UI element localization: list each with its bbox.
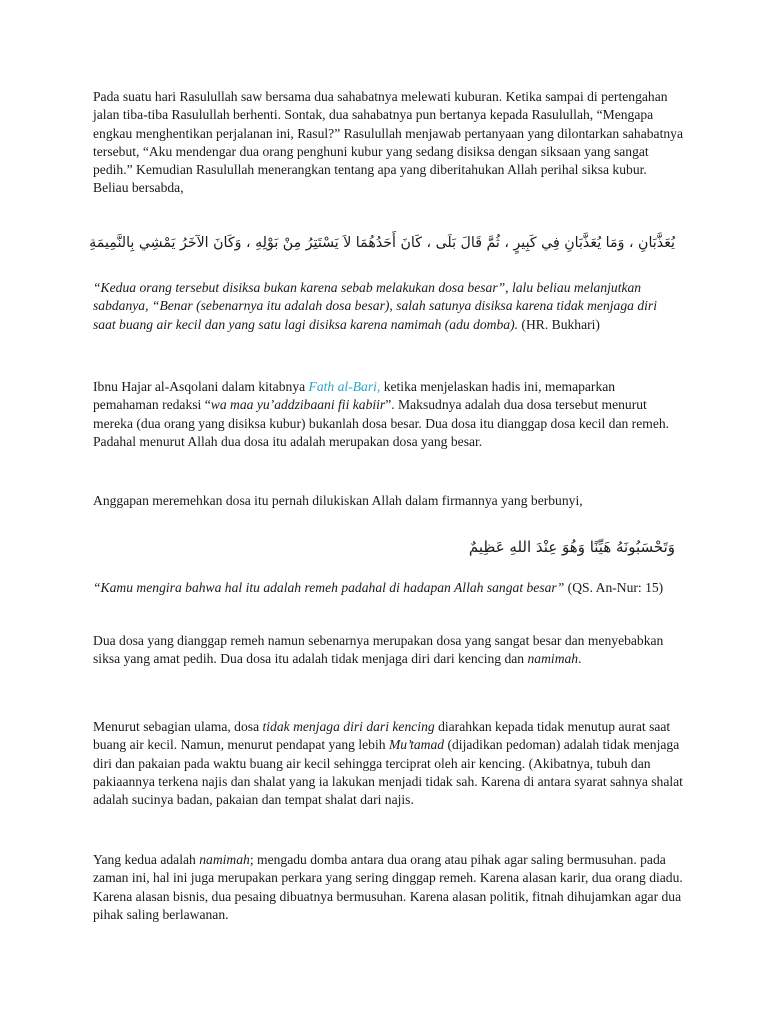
- paragraph-namimah: [93, 851, 683, 924]
- paragraph-ulama: [93, 718, 683, 809]
- verse-source: (QS. An-Nur: 15): [564, 580, 664, 595]
- p2-before-link: Ibnu Hajar al-Asqolani dalam kitabnya: [93, 379, 309, 394]
- p6-start: Yang kedua adalah: [93, 852, 200, 867]
- verse-translation: [93, 579, 683, 597]
- arabic-hadith: يُعَذَّبَانِ ، وَمَا يُعَذَّبَانِ فِي كَبِيرٍ ، ثُمَّ قَالَ بَلَى ، كَانَ أَحَدُهُمَا لاَ يَسْتَتِرُ مِنْ بَوْلِهِ ، وَكَانَ الآخَرُ يَمْشِي بِالنَّمِيمَةِ: [89, 235, 675, 251]
- p4-end: .: [578, 651, 582, 667]
- p2-italic-phrase: wa maa yu’addzibaani fii kabiir: [210, 397, 386, 413]
- p5-italic-kencing: tidak menjaga diri dari kencing: [262, 719, 435, 734]
- p4-text: Dua dosa yang dianggap remeh namun sebenarnya merupakan dosa yang sangat besar dan menyebabkan siksa yang amat pedih. Dua dosa itu adalah tidak menjaga diri dari kencing dan: [93, 633, 664, 667]
- p6-italic-namimah: namimah: [199, 852, 250, 867]
- paragraph-story: Pada suatu hari Rasulullah saw bersama dua sahabatnya melewati kuburan. Ketika sampai di pertengahan jalan tiba-tiba Rasulullah berhenti. Sontak, dua sahabatnya pun bertanya kepada Rasulullah, “Mengapa engkau menghentikan perjalanan ini, Rasul?” Rasulullah menjawab pertanyaan yang dilontarkan sahabatnya tersebut, “Aku mendengar dua orang penghuni kubur yang sedang disiksa dengan siksaan yang sangat pedih.” Kemudian Rasulullah menerangkan tentang apa yang diberitahukan Allah perihal siksa kubur. Beliau bersabda,: [93, 89, 683, 196]
- paragraph-anggapan: Anggapan meremehkan dosa itu pernah dilukiskan Allah dalam firmannya yang berbunyi,: [93, 493, 583, 508]
- arabic-verse: وَتَحْسَبُونَهُ هَيِّنًا وَهُوَ عِنْدَ اللهِ عَظِيمٌ: [468, 538, 675, 556]
- hadith-source: (HR. Bukhari): [518, 316, 600, 332]
- p2-middle: ketika menjelaskan hadis ini, memaparkan pemahaman redaksi “: [93, 379, 616, 413]
- p5-start: Menurut sebagian ulama, dosa: [93, 719, 263, 734]
- p6-end: ; mengadu domba antara dua orang atau pihak agar saling bermusuhan. pada zaman ini, hal ini juga merupakan perkara yang sering dinggap remeh. Karena alasan karir, dua orang diadu. Karena alasan bisnis, dua pesaing dibuatnya bermusuhan. Karena alasan politik, fitnah dihujamkan agar dua pihak saling berlawanan.: [93, 852, 683, 922]
- paragraph-ibnu-hajar: [93, 378, 683, 451]
- hadith-translation-text: “Kedua orang tersebut disiksa bukan karena sebab melakukan dosa besar”, lalu beliau melanjutkan sabdanya, “Benar (sebenarnya itu adalah dosa besar), salah satunya disiksa karena tidak menjaga diri saat buang air kecil dan yang satu lagi disiksa karena namimah (adu domba).: [93, 280, 657, 332]
- paragraph-two-sins: [93, 632, 683, 669]
- fath-al-bari-link[interactable]: Fath al-Bari,: [308, 379, 381, 394]
- verse-translation-text: “Kamu mengira bahwa hal itu adalah remeh padahal di hadapan Allah sangat besar”: [93, 580, 565, 595]
- p5-italic-mutamad: Mu’tamad: [388, 737, 445, 753]
- p5-middle: diarahkan kepada tidak menutup aurat saat buang air kecil. Namun, menurut pendapat yang lebih: [93, 719, 671, 753]
- p4-namimah: namimah: [527, 651, 579, 667]
- p5-end: (dijadikan pedoman) adalah tidak menjaga diri dan pakaian pada waktu buang air kecil sehingga terciprat oleh air kencing. (Akibatnya, tubuh dan pakiaannya terkena najis dan shalat yang ia lakukan menjadi tidak sah. Karena di antara syarat sahnya shalat adalah sucinya badan, pakaian dan tempat shalat dari najis.: [93, 737, 683, 808]
- p2-after: ”. Maksudnya adalah dua dosa tersebut menurut mereka (dua orang yang disiksa kubur) bukanlah dosa besar. Dua dosa itu dianggap dosa kecil dan remeh. Padahal menurut Allah dua dosa itu adalah merupakan dosa yang besar.: [93, 397, 670, 449]
- hadith-translation: [93, 279, 683, 334]
